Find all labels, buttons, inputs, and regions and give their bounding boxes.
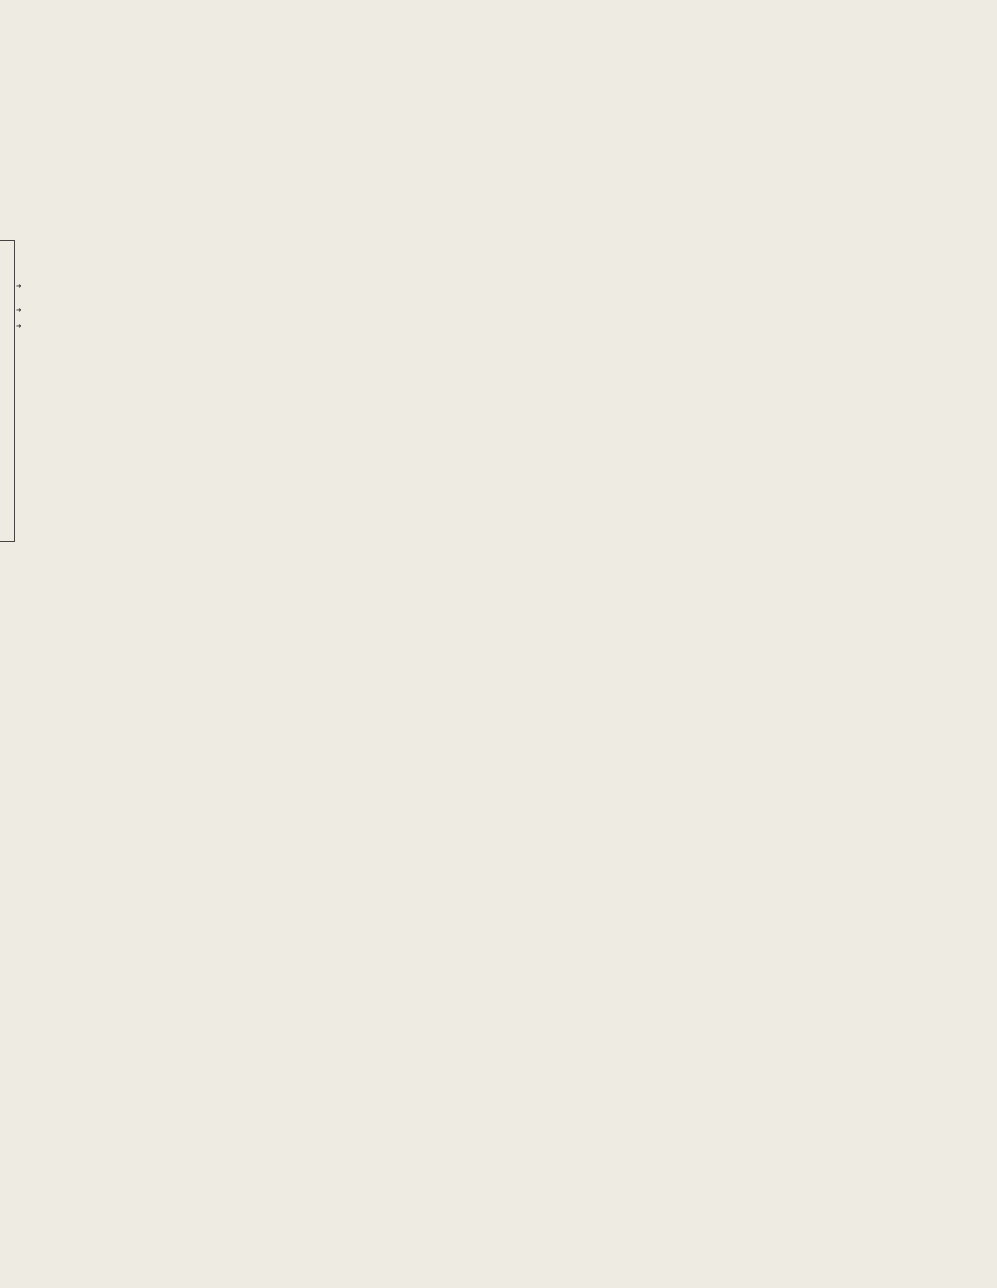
margin-arrow-icon: ➜ [16,306,22,316]
margin-arrow-icon: ➜ [16,282,22,292]
margin-bracket [0,240,15,542]
bleed-through-heading [330,7,979,41]
margin-arrow-icon: ➜ [16,322,22,332]
